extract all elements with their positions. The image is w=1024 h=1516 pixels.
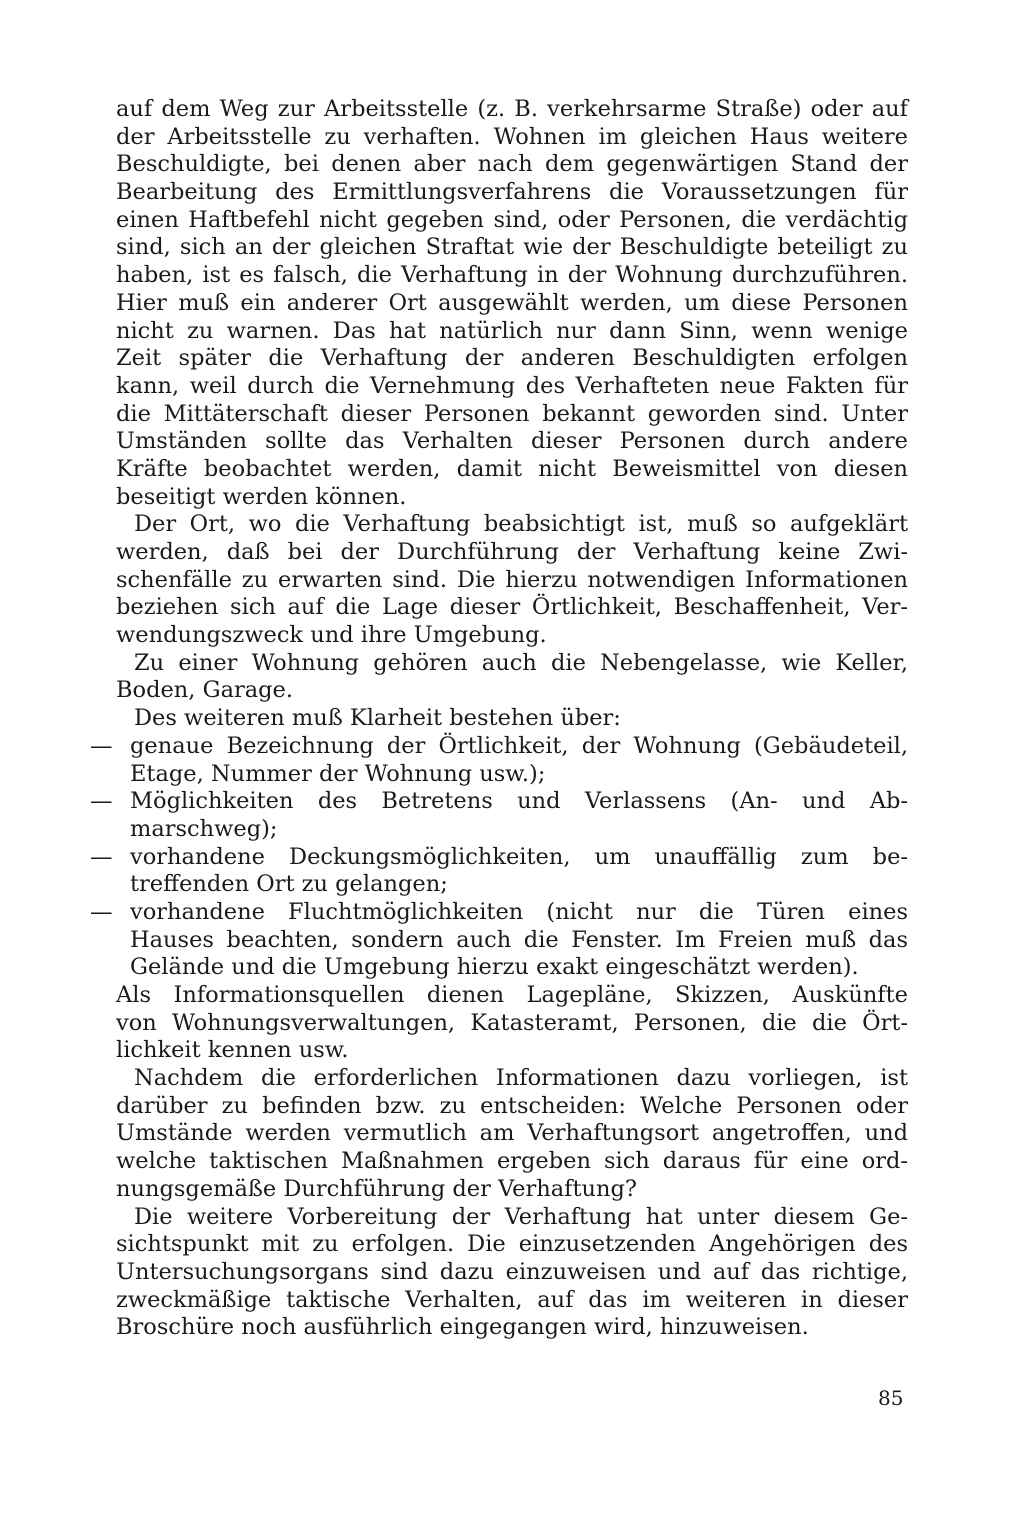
dash-marker: — bbox=[90, 788, 113, 815]
text-line: wendungszweck und ihre Umgebung. bbox=[116, 622, 547, 649]
text-line: der Arbeitsstelle zu verhaften. Wohnen im gleichen Haus weitere bbox=[116, 123, 908, 150]
page-number: 85 bbox=[878, 1386, 904, 1410]
text-line: lichkeit kennen usw. bbox=[116, 1037, 349, 1064]
text-line: von Wohnungsverwaltungen, Katasteramt, Personen, die die Ört- bbox=[116, 1009, 908, 1036]
paragraph bbox=[116, 1204, 908, 1342]
paragraph bbox=[116, 650, 908, 705]
paragraph bbox=[116, 96, 908, 511]
text-line: Kräfte beobachtet werden, damit nicht Beweismittel von diesen bbox=[116, 455, 908, 482]
text-line: treffenden Ort zu gelangen; bbox=[130, 871, 448, 898]
text-line: Die weitere Vorbereitung der Verhaftung hat unter diesem Ge- bbox=[134, 1203, 908, 1230]
text-line: schenfälle zu erwarten sind. Die hierzu notwendigen Informationen bbox=[116, 566, 908, 593]
text-line: Hier muß ein anderer Ort ausgewählt werden, um diese Personen bbox=[116, 289, 908, 316]
text-line: welche taktischen Maßnahmen ergeben sich daraus für eine ord- bbox=[116, 1148, 908, 1175]
text-line: zweckmäßige taktische Verhalten, auf das im weiteren in dieser bbox=[116, 1286, 908, 1313]
text-line: sind, sich an der gleichen Straftat wie der Beschuldigte beteiligt zu bbox=[116, 234, 908, 261]
text-line: marschweg); bbox=[130, 815, 278, 842]
paragraph bbox=[116, 511, 908, 649]
text-line: Hauses beachten, sondern auch die Fenster. Im Freien muß das bbox=[130, 926, 908, 953]
text-line: Bearbeitung des Ermittlungsverfahrens die Voraussetzungen für bbox=[116, 179, 908, 206]
paragraph bbox=[116, 982, 908, 1065]
list-item bbox=[90, 732, 908, 788]
text-line: Des weiteren muß Klarheit bestehen über: bbox=[134, 705, 621, 732]
bullet-list bbox=[90, 732, 908, 982]
dash-marker: — bbox=[90, 843, 113, 870]
text-line: beseitigt werden können. bbox=[116, 483, 407, 510]
text-line: Nachdem die erforderlichen Informationen dazu vorliegen, ist bbox=[134, 1065, 908, 1092]
list-item bbox=[90, 788, 908, 843]
text-line: nicht zu warnen. Das hat natürlich nur dann Sinn, wenn wenige bbox=[116, 317, 908, 344]
text-line: Gelände und die Umgebung hierzu exakt eingeschätzt werden). bbox=[130, 954, 859, 981]
text-line: kann, weil durch die Vernehmung des Verhafteten neue Fakten für bbox=[116, 372, 908, 399]
text-line: sichtspunkt mit zu erfolgen. Die einzusetzenden Angehörigen des bbox=[116, 1231, 908, 1258]
text-line: Umständen sollte das Verhalten dieser Personen durch andere bbox=[116, 428, 908, 455]
text-line: vorhandene Deckungsmöglichkeiten, um unauffällig zum be- bbox=[130, 843, 908, 870]
list-item bbox=[90, 898, 908, 982]
text-line: auf dem Weg zur Arbeitsstelle (z. B. verkehrsarme Straße) oder auf bbox=[116, 96, 908, 122]
paragraph bbox=[116, 705, 908, 733]
text-line: darüber zu befinden bzw. zu entscheiden: Welche Personen oder bbox=[116, 1092, 908, 1119]
text-line: haben, ist es falsch, die Verhaftung in der Wohnung durchzuführen. bbox=[116, 262, 908, 289]
dash-marker: — bbox=[90, 732, 113, 759]
text-line: beziehen sich auf die Lage dieser Örtlichkeit, Beschaffenheit, Ver- bbox=[116, 594, 908, 621]
text-line: einen Haftbefehl nicht gegeben sind, oder Personen, die verdächtig bbox=[116, 206, 908, 233]
text-line: Boden, Garage. bbox=[116, 677, 294, 704]
text-line: Broschüre noch ausführlich eingegangen wird, hinzuweisen. bbox=[116, 1314, 809, 1341]
text-line: Möglichkeiten des Betretens und Verlassens (An- und Ab- bbox=[130, 788, 908, 815]
paragraph bbox=[116, 1065, 908, 1203]
text-line: Als Informationsquellen dienen Lagepläne, Skizzen, Auskünfte bbox=[116, 982, 908, 1008]
text-line: die Mittäterschaft dieser Personen bekannt geworden sind. Unter bbox=[116, 400, 908, 427]
list-item bbox=[90, 843, 908, 899]
text-line: Etage, Nummer der Wohnung usw.); bbox=[130, 760, 546, 787]
dash-marker: — bbox=[90, 898, 113, 925]
text-line: genaue Bezeichnung der Örtlichkeit, der Wohnung (Gebäudeteil, bbox=[130, 732, 908, 759]
text-line: nungsgemäße Durchführung der Verhaftung? bbox=[116, 1175, 637, 1202]
text-line: Zeit später die Verhaftung der anderen Beschuldigten erfolgen bbox=[116, 345, 908, 372]
text-line: Umstände werden vermutlich am Verhaftungsort angetroffen, und bbox=[116, 1120, 908, 1147]
body-text bbox=[90, 96, 908, 1342]
text-line: Beschuldigte, bei denen aber nach dem gegenwärtigen Stand der bbox=[116, 151, 908, 178]
text-line: werden, daß bei der Durchführung der Verhaftung keine Zwi- bbox=[116, 539, 908, 565]
text-line: Zu einer Wohnung gehören auch die Nebengelasse, wie Keller, bbox=[134, 649, 908, 676]
text-line: Der Ort, wo die Verhaftung beabsichtigt ist, muß so aufgeklärt bbox=[134, 511, 908, 538]
text-line: Untersuchungsorgans sind dazu einzuweisen und auf das richtige, bbox=[116, 1258, 908, 1285]
text-line: vorhandene Fluchtmöglichkeiten (nicht nur die Türen eines bbox=[130, 898, 908, 925]
